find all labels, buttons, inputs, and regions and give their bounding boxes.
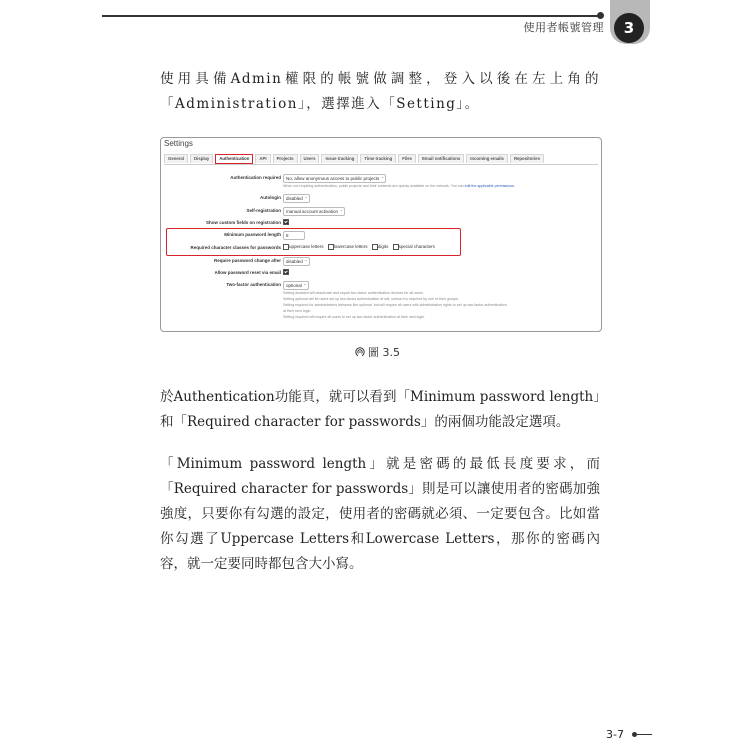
tab-files[interactable]: Files xyxy=(398,154,416,163)
custom-fields-field xyxy=(283,219,289,225)
autologin-label: Autologin xyxy=(260,195,281,200)
auth-required-label: Authentication required xyxy=(230,175,281,180)
required-chars-label: Required character classes for passwords xyxy=(190,245,281,250)
allow-reset-field xyxy=(283,269,289,275)
two-factor-hint-2: Setting optional will let users set up two-factor authentication at will, unless it is required by one of their groups. xyxy=(283,297,459,301)
min-password-label: Minimum password length xyxy=(224,232,281,237)
chapter-number: 3 xyxy=(614,13,644,43)
password-explanation-paragraph: 「Minimum password length」就是密碼的最低長度要求，而「Required character for passwords」則是可以讓使用者的密碼加強強度，只要你有勾選的設定，使用者的密碼就必須、一定要包含。比如當你勾選了Uppercase Letters和Lowercase Letters，那你的密碼內容，就一定要同時都包含大小寫。 xyxy=(160,456,600,572)
edit-permissions-link[interactable]: edit the applicable permissions. xyxy=(464,184,515,188)
tab-email-notifications[interactable]: Email notifications xyxy=(418,154,464,163)
tab-general[interactable]: General xyxy=(164,154,188,163)
min-password-input[interactable]: 8 xyxy=(283,231,305,240)
special-chars-label: special characters xyxy=(398,244,435,250)
custom-fields-label: Show custom fields on registration xyxy=(205,220,281,225)
settings-tabs xyxy=(164,154,598,165)
required-chars-options xyxy=(283,244,438,250)
lowercase-label: lowercase letters xyxy=(333,244,368,250)
tab-api[interactable]: API xyxy=(255,154,270,163)
self-registration-label: Self-registration xyxy=(246,208,281,213)
tab-users[interactable]: Users xyxy=(300,154,320,163)
settings-title: Settings xyxy=(164,139,193,148)
auth-required-hint-text: When not requiring authentication, public projects and their contents are openly available on the network. You can xyxy=(283,184,464,188)
two-factor-field xyxy=(283,281,309,290)
password-rules-highlight xyxy=(166,228,461,256)
custom-fields-checkbox[interactable] xyxy=(283,219,289,225)
tab-incoming-emails[interactable]: Incoming emails xyxy=(466,154,508,163)
two-factor-hint-1: Setting disabled will deactivate and unpair two-factor authentication devices for all users. xyxy=(283,291,424,295)
lowercase-checkbox[interactable] xyxy=(328,244,334,250)
self-registration-select[interactable]: manual account activation ⌄ xyxy=(283,207,345,216)
footer-rule xyxy=(634,734,652,735)
header-rule-dot xyxy=(597,12,604,19)
require-change-label: Require password change after xyxy=(213,258,281,263)
self-registration-field xyxy=(283,207,345,216)
uppercase-label: uppercase letters xyxy=(289,244,324,250)
min-password-field xyxy=(283,231,305,240)
two-factor-hint-3: Setting required for administrators behaves like optional, but will require all users with administration rights to set up two-factor authentication xyxy=(283,303,507,307)
header-rule xyxy=(102,15,600,17)
figure-caption xyxy=(355,344,400,360)
auth-required-hint xyxy=(283,184,515,188)
tab-time-tracking[interactable]: Time tracking xyxy=(360,154,396,163)
intro-paragraph: 使用具備Admin權限的帳號做調整，登入以後在左上角的「Administration」，選擇進入「Setting」。 xyxy=(160,71,600,112)
allow-reset-label: Allow password reset via email xyxy=(214,270,281,275)
autologin-select[interactable]: disabled ⌄ xyxy=(283,194,310,203)
auth-required-field xyxy=(283,174,386,183)
figure-caption-text: 圖 3.5 xyxy=(368,346,400,359)
tab-issue-tracking[interactable]: Issue tracking xyxy=(321,154,358,163)
digits-label: digits xyxy=(377,244,389,250)
settings-screenshot xyxy=(160,137,602,332)
tab-repositories[interactable]: Repositories xyxy=(510,154,544,163)
uppercase-checkbox[interactable] xyxy=(283,244,289,250)
page-number: 3-7 xyxy=(606,728,624,741)
chapter-title: 使用者帳號管理 xyxy=(523,21,604,34)
special-chars-checkbox[interactable] xyxy=(393,244,399,250)
authentication-paragraph: 於Authentication功能頁，就可以看到「Minimum password length」和「Required character for passwords」的兩個功能設定選項。 xyxy=(160,389,600,430)
auth-required-select[interactable]: No, allow anonymous access to public projects ⌄ xyxy=(283,174,386,183)
tab-projects[interactable]: Projects xyxy=(273,154,298,163)
require-change-field xyxy=(283,257,310,266)
two-factor-hint-4: at their next login. xyxy=(283,309,312,313)
figure-icon xyxy=(355,347,365,357)
digits-checkbox[interactable] xyxy=(372,244,378,250)
autologin-field xyxy=(283,194,310,203)
tab-display[interactable]: Display xyxy=(190,154,213,163)
two-factor-select[interactable]: optional ⌄ xyxy=(283,281,309,290)
require-change-select[interactable]: disabled ⌄ xyxy=(283,257,310,266)
allow-reset-checkbox[interactable] xyxy=(283,269,289,275)
two-factor-label: Two-factor authentication xyxy=(226,282,281,287)
two-factor-hint-5: Setting required will require all users to set up two-factor authentication at their next login. xyxy=(283,315,426,319)
tab-authentication[interactable]: Authentication xyxy=(215,154,253,164)
